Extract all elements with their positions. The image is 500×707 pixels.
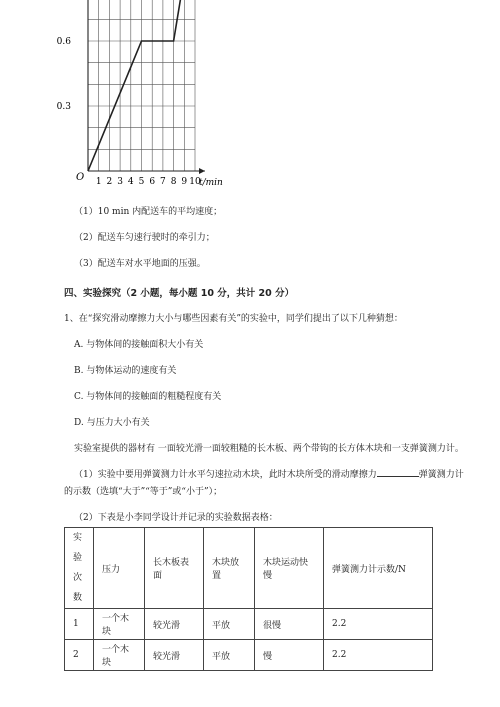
x-tick-label: 6 [149,177,156,187]
cell: 平放 [204,640,255,671]
x-axis-arrow [199,168,205,174]
x-tick-label: 1 [95,177,102,187]
header-block-placement: 木块放置 [204,528,255,609]
option-b: B. 与物体运动的速度有关 [74,366,177,376]
y-tick-label: 0.6 [56,37,71,47]
x-tick-label: 2 [106,177,113,187]
x-axis-label: t/min [199,178,223,188]
table-row [65,640,433,671]
origin-label: O [76,172,85,183]
chart-axes [85,0,205,174]
chart-grid [88,0,195,171]
sub-question-2: （2）下表是小李同学设计并记录的实验数据表格： [74,513,278,523]
y-tick-labels [57,0,72,112]
cell: 1 [65,609,94,640]
question-1: （1）10 min 内配送车的平均速度； [74,207,223,217]
x-tick-label: 7 [160,177,166,187]
x-tick-label: 10 [189,177,201,187]
option-a: A. 与物体间的接触面积大小有关 [74,340,204,350]
x-tick-label: 9 [181,177,188,187]
x-tick-label: 3 [117,177,123,187]
cell: 较光滑 [145,640,204,671]
experiment-data-table [64,527,433,671]
cell: 2 [65,640,94,671]
answer-blank [377,468,419,477]
cell: 很慢 [255,609,324,640]
cell: 一个木块 [94,609,145,640]
cell: 2.2 [324,640,433,671]
cell: 一个木块 [94,640,145,671]
header-pressure: 压力 [94,528,145,609]
cell: 较光滑 [145,609,204,640]
sub-question-1-text-a: （1）实验中要用弹簧测力计水平匀速拉动木块，此时木块所受的滑动摩擦力 [74,470,377,480]
table-header-row [65,528,433,609]
question-2: （2）配送车匀速行驶时的牵引力； [74,233,215,243]
equipment-text: 实验室提供的器材有 一面较光滑一面较粗糙的长木板、两个带钩的长方体木块和一支弹簧测力计。 [74,444,464,454]
header-trial: 实验次数 [65,528,94,609]
x-tick-label: 4 [127,177,134,187]
header-board-surface: 长木板表面 [145,528,204,609]
header-reading: 弹簧测力计示数/N [324,528,433,609]
x-tick-label: 8 [170,177,177,187]
table-row [65,609,433,640]
distance-time-chart [0,0,500,200]
cell: 慢 [255,640,324,671]
section-title: 四、实验探究（2 小题，每小题 10 分，共计 20 分） [64,288,295,299]
y-tick-label: 0.3 [56,102,71,112]
x-tick-labels [96,177,201,187]
problem-1-intro: 1、在“探究滑动摩擦力大小与哪些因素有关”的实验中，同学们提出了以下几种猜想： [64,314,403,324]
x-tick-label: 5 [138,177,145,187]
sub-question-1 [74,467,464,480]
sub-question-1-cont: 的示数（选填“大于”“等于”或“小于”）； [64,487,223,497]
option-c: C. 与物体间的接触面的粗糙程度有关 [74,392,222,402]
cell: 2.2 [324,609,433,640]
option-d: D. 与压力大小有关 [74,418,150,428]
question-3: （3）配送车对水平地面的压强。 [74,259,206,269]
header-speed: 木块运动快慢 [255,528,324,609]
cell: 平放 [204,609,255,640]
sub-question-1-text-b: 弹簧测力计 [418,470,464,480]
